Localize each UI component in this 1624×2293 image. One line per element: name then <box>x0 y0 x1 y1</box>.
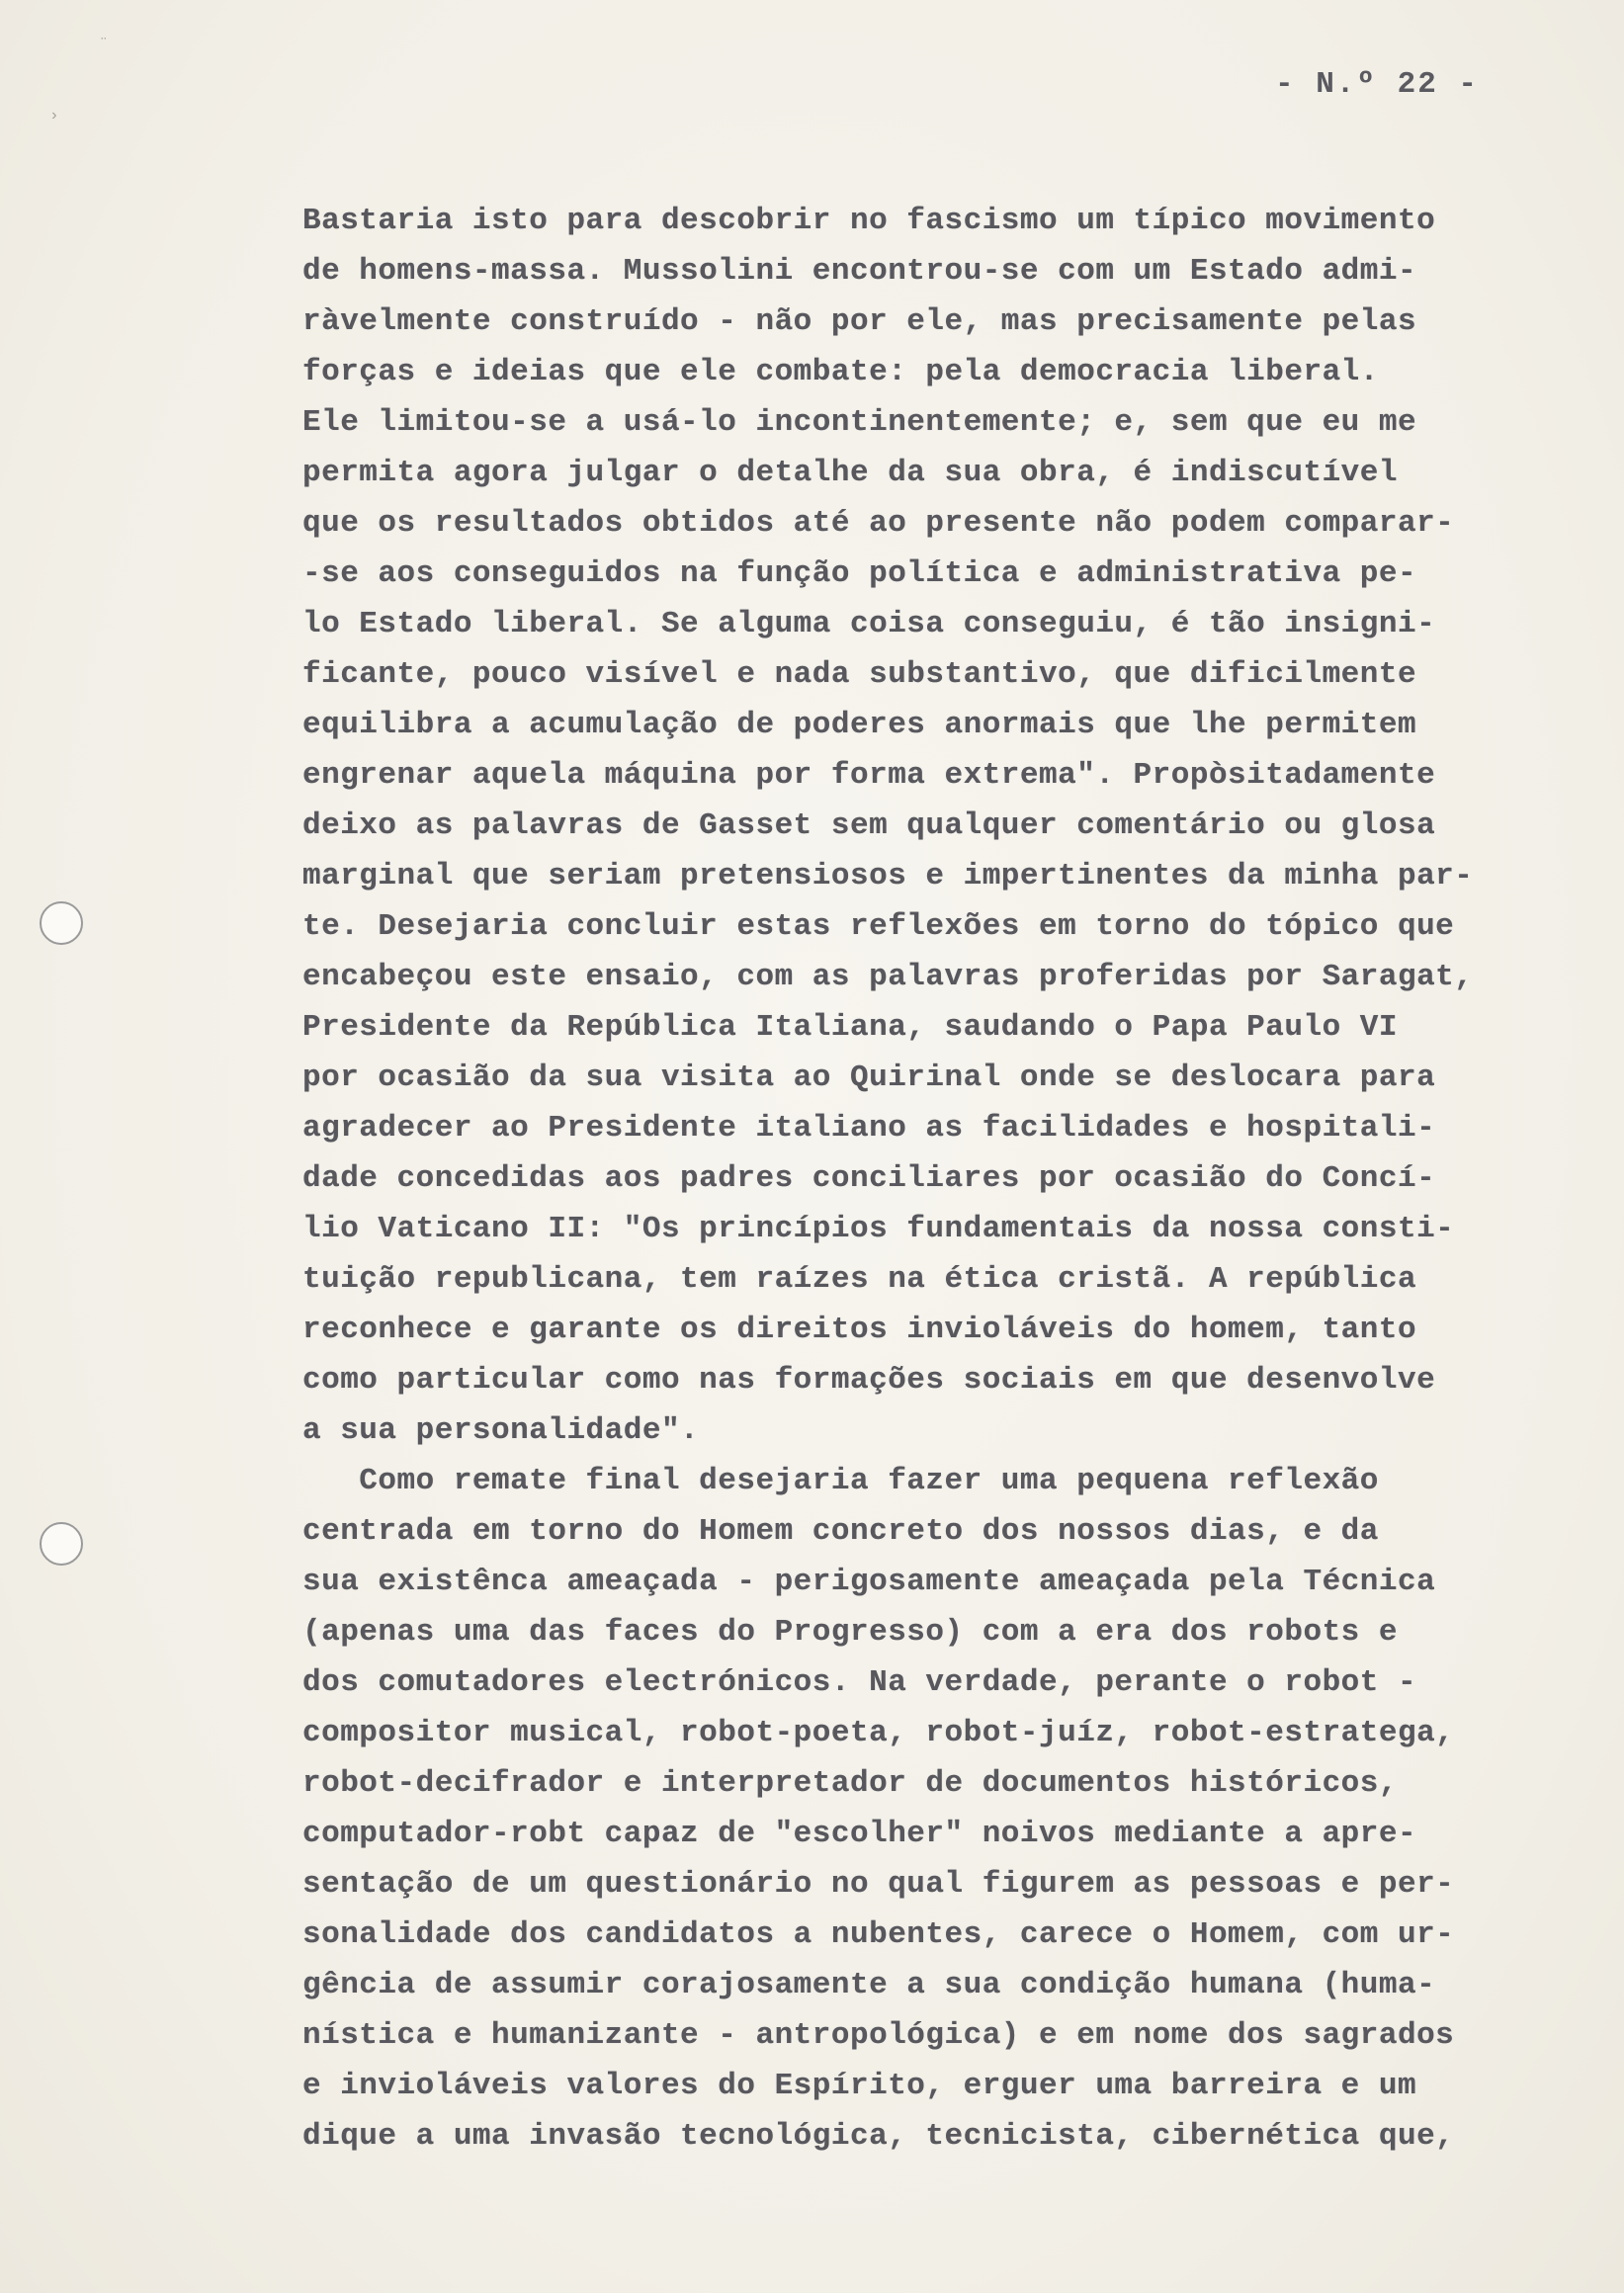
text-line: engrenar aquela máquina por forma extrema". Propòsitadamente <box>302 758 1436 793</box>
text-line: equilibra a acumulação de poderes anormais que lhe permitem <box>302 708 1417 742</box>
text-line: marginal que seriam pretensiosos e impertinentes da minha par- <box>302 859 1474 893</box>
text-line: Presidente da República Italiana, saudando o Papa Paulo VI <box>302 1010 1398 1045</box>
text-line: ficante, pouco visível e nada substantivo, que dificilmente <box>302 657 1417 692</box>
text-line: sentação de um questionário no qual figurem as pessoas e per- <box>302 1867 1455 1902</box>
text-line: dique a uma invasão tecnológica, tecnicista, cibernética que, <box>302 2119 1455 2154</box>
paper-mark: ¨ <box>99 36 109 53</box>
text-line: lio Vaticano II: "Os princípios fundamentais da nossa consti- <box>302 1212 1455 1246</box>
text-line: por ocasião da sua visita ao Quirinal onde se deslocara para <box>302 1061 1436 1095</box>
text-line: centrada em torno do Homem concreto dos nossos dias, e da <box>302 1514 1379 1549</box>
text-line: sua existênca ameaçada - perigosamente ameaçada pela Técnica <box>302 1565 1436 1599</box>
text-line: tuição republicana, tem raízes na ética cristã. A república <box>302 1262 1417 1297</box>
text-line: que os resultados obtidos até ao presente não podem comparar- <box>302 506 1455 541</box>
paper-mark: › <box>49 107 59 125</box>
text-line: te. Desejaria concluir estas reflexões em torno do tópico que <box>302 909 1455 944</box>
text-line: gência de assumir corajosamente a sua condição humana (huma- <box>302 1968 1436 2002</box>
text-line: nística e humanizante - antropológica) e em nome dos sagrados <box>302 2018 1455 2053</box>
text-line: de homens-massa. Mussolini encontrou-se com um Estado admi- <box>302 254 1417 289</box>
text-line: -se aos conseguidos na função política e administrativa pe- <box>302 556 1417 591</box>
text-line: lo Estado liberal. Se alguma coisa conseguiu, é tão insigni- <box>302 607 1436 641</box>
text-line: (apenas uma das faces do Progresso) com a era dos robots e <box>302 1615 1398 1650</box>
text-line: Como remate final desejaria fazer uma pequena reflexão <box>302 1464 1379 1498</box>
punch-hole <box>40 901 83 945</box>
text-line: dade concedidas aos padres conciliares por ocasião do Concí- <box>302 1161 1436 1196</box>
typewritten-body <box>302 196 1587 2162</box>
text-line: deixo as palavras de Gasset sem qualquer comentário ou glosa <box>302 808 1436 843</box>
text-line: permita agora julgar o detalhe da sua obra, é indiscutível <box>302 456 1398 490</box>
text-line: a sua personalidade". <box>302 1413 700 1448</box>
text-line: Ele limitou-se a usá-lo incontinentemente; e, sem que eu me <box>302 405 1417 440</box>
text-line: Bastaria isto para descobrir no fascismo um típico movimento <box>302 204 1436 238</box>
text-line: reconhece e garante os direitos invioláveis do homem, tanto <box>302 1313 1417 1347</box>
text-line: forças e ideias que ele combate: pela democracia liberal. <box>302 355 1379 389</box>
text-line: dos comutadores electrónicos. Na verdade, perante o robot - <box>302 1665 1417 1700</box>
punch-hole <box>40 1522 83 1566</box>
text-line: compositor musical, robot-poeta, robot-juíz, robot-estratega, <box>302 1716 1455 1750</box>
text-line: ràvelmente construído - não por ele, mas precisamente pelas <box>302 304 1417 339</box>
text-line: agradecer ao Presidente italiano as facilidades e hospitali- <box>302 1111 1436 1146</box>
text-line: encabeçou este ensaio, com as palavras proferidas por Saragat, <box>302 960 1474 994</box>
text-line: sonalidade dos candidatos a nubentes, carece o Homem, com ur- <box>302 1917 1455 1952</box>
text-line: computador-robt capaz de "escolher" noivos mediante a apre- <box>302 1817 1417 1851</box>
text-line: robot-decifrador e interpretador de documentos históricos, <box>302 1766 1398 1801</box>
page-number: - N.º 22 - <box>1275 67 1480 102</box>
text-line: como particular como nas formações sociais em que desenvolve <box>302 1363 1436 1398</box>
text-line: e invioláveis valores do Espírito, erguer uma barreira e um <box>302 2069 1417 2103</box>
